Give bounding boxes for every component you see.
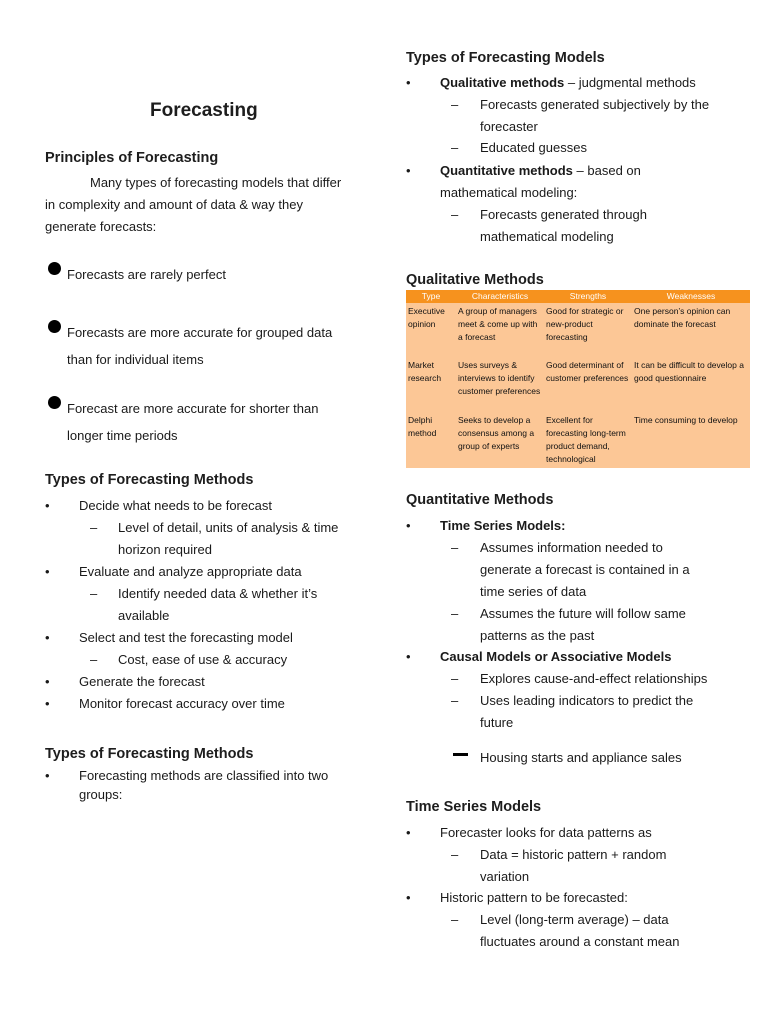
principle-2-line1: Forecasts are more accurate for grouped data	[67, 325, 333, 340]
bullet-small-icon: •	[45, 498, 50, 513]
qualitative-methods-table	[406, 290, 750, 468]
causal-sub2-line2: future	[480, 715, 514, 730]
method-step-1-sub-line2: horizon required	[118, 542, 212, 557]
qual-sub1-line1: Forecasts generated subjectively by the	[480, 97, 710, 112]
quantitative-bullet	[440, 160, 641, 182]
method-step-2: Evaluate and analyze appropriate data	[79, 564, 302, 579]
bullet-dot-icon	[48, 320, 61, 333]
causal-sub2-line1: Uses leading indicators to predict the	[480, 693, 694, 708]
bullet-small-icon: •	[406, 163, 411, 178]
method-step-3-sub: Cost, ease of use & accuracy	[118, 652, 288, 667]
table-cell: Time consuming to develop	[634, 415, 738, 425]
table-header-characteristics: Characteristics	[456, 290, 544, 303]
bullet-small-icon: •	[406, 649, 411, 664]
table-cell: One person’s opinion can dominate the forecast	[634, 306, 731, 329]
page-title: Forecasting	[150, 100, 258, 121]
causal-sub1: Explores cause-and-effect relationships	[480, 671, 708, 686]
dash-icon: –	[451, 671, 459, 686]
table-cell: It can be difficult to develop a good questionnaire	[634, 360, 744, 383]
quant-sub-line2: mathematical modeling	[480, 229, 614, 244]
table-header-weaknesses: Weaknesses	[632, 290, 750, 303]
causal-example: Housing starts and appliance sales	[480, 750, 682, 765]
method-step-4: Generate the forecast	[79, 674, 205, 689]
quantitative-bold: Quantitative methods	[440, 163, 573, 178]
bullet-small-icon: •	[406, 825, 411, 840]
bullet-dot-icon	[48, 262, 61, 275]
bullet-small-icon: •	[45, 630, 50, 645]
dash-icon: –	[451, 207, 459, 222]
ts-sub1-line2: generate a forecast is contained in a	[480, 562, 690, 577]
table-cell: Good determinant of customer preferences	[546, 360, 629, 383]
ts-sub1-line1: Assumes information needed to	[480, 540, 663, 555]
bullet-small-icon: •	[406, 518, 411, 533]
method-step-1: Decide what needs to be forecast	[79, 498, 272, 513]
qualitative-rest: – judgmental methods	[564, 75, 696, 90]
principles-intro-line2: in complexity and amount of data & way they	[45, 197, 303, 212]
ts-bullet-2: Historic pattern to be forecasted:	[440, 890, 628, 905]
ts-sub2-line2: patterns as the past	[480, 628, 595, 643]
dash-icon: –	[451, 97, 459, 112]
table-header-row	[406, 290, 750, 303]
table-cell: Uses surveys & interviews to identify customer preferences	[458, 360, 541, 396]
ts-bullet-1-sub-line2: variation	[480, 869, 530, 884]
causal-bullet: Causal Models or Associative Models	[440, 649, 672, 664]
method-step-5: Monitor forecast accuracy over time	[79, 696, 285, 711]
table-cell: Executive opinion	[408, 306, 445, 329]
table-cell: Seeks to develop a consensus among a group of experts	[458, 415, 535, 451]
quant-line2: mathematical modeling:	[440, 185, 578, 200]
method-step-2-sub-line2: available	[118, 608, 170, 623]
dash-icon: –	[90, 520, 98, 535]
quant-sub-line1: Forecasts generated through	[480, 207, 647, 222]
dash-icon: –	[451, 606, 459, 621]
qual-sub2: Educated guesses	[480, 140, 587, 155]
bullet-small-icon: •	[45, 768, 50, 783]
bullet-small-icon: •	[45, 696, 50, 711]
ts-bullet-1: Forecaster looks for data patterns as	[440, 825, 652, 840]
methods-heading-1: Types of Forecasting Methods	[45, 472, 254, 488]
dash-bar-icon	[453, 753, 468, 756]
dash-icon: –	[451, 693, 459, 708]
methods2-line1: Forecasting methods are classified into two	[79, 768, 329, 783]
method-step-3: Select and test the forecasting model	[79, 630, 293, 645]
principle-1: Forecasts are rarely perfect	[67, 267, 226, 282]
time-series-bullet: Time Series Models:	[440, 518, 566, 533]
principle-3-line1: Forecast are more accurate for shorter than	[67, 401, 319, 416]
ts-bullet-2-sub-line1: Level (long-term average) – data	[480, 912, 669, 927]
ts-bullet-1-sub-line1: Data = historic pattern + random	[480, 847, 667, 862]
principle-2-line2: than for individual items	[67, 352, 204, 367]
methods-heading-2: Types of Forecasting Methods	[45, 746, 254, 762]
table-row	[406, 412, 750, 468]
bullet-dot-icon	[48, 396, 61, 409]
table-row	[406, 303, 750, 357]
methods2-line2: groups:	[79, 787, 123, 802]
ts-sub2-line1: Assumes the future will follow same	[480, 606, 686, 621]
table-cell: A group of managers meet & come up with a forecast	[458, 306, 538, 342]
principles-intro-line1: Many types of forecasting models that differ	[90, 175, 342, 190]
dash-icon: –	[451, 912, 459, 927]
method-step-1-sub-line1: Level of detail, units of analysis & time	[118, 520, 339, 535]
time-series-heading: Time Series Models	[406, 799, 542, 815]
models-heading: Types of Forecasting Models	[406, 50, 605, 66]
qual-sub1-line2: forecaster	[480, 119, 538, 134]
table-row	[406, 357, 750, 412]
table-cell: Delphi method	[408, 415, 437, 438]
bullet-small-icon: •	[45, 674, 50, 689]
table-cell: Market research	[408, 360, 442, 383]
principle-3-line2: longer time periods	[67, 428, 178, 443]
bullet-small-icon: •	[45, 564, 50, 579]
table-header-type: Type	[406, 290, 456, 303]
dash-icon: –	[90, 652, 98, 667]
principles-heading: Principles of Forecasting	[45, 150, 219, 166]
method-step-2-sub-line1: Identify needed data & whether it’s	[118, 586, 318, 601]
table-cell: Excellent for forecasting long-term product demand, technological	[546, 415, 626, 464]
qualitative-methods-heading: Qualitative Methods	[406, 272, 544, 288]
qualitative-bold: Qualitative methods	[440, 75, 565, 90]
principles-intro-line3: generate forecasts:	[45, 219, 157, 234]
dash-icon: –	[451, 847, 459, 862]
ts-bullet-2-sub-line2: fluctuates around a constant mean	[480, 934, 680, 949]
quantitative-rest: – based on	[572, 163, 641, 178]
bullet-small-icon: •	[406, 75, 411, 90]
bullet-small-icon: •	[406, 890, 411, 905]
qualitative-bullet	[440, 72, 696, 94]
table-header-strengths: Strengths	[544, 290, 632, 303]
dash-icon: –	[451, 540, 459, 555]
dash-icon: –	[451, 140, 459, 155]
table-cell: Good for strategic or new-product forecasting	[546, 306, 624, 342]
dash-icon: –	[90, 586, 98, 601]
ts-sub1-line3: time series of data	[480, 584, 587, 599]
quantitative-methods-heading: Quantitative Methods	[406, 492, 554, 508]
